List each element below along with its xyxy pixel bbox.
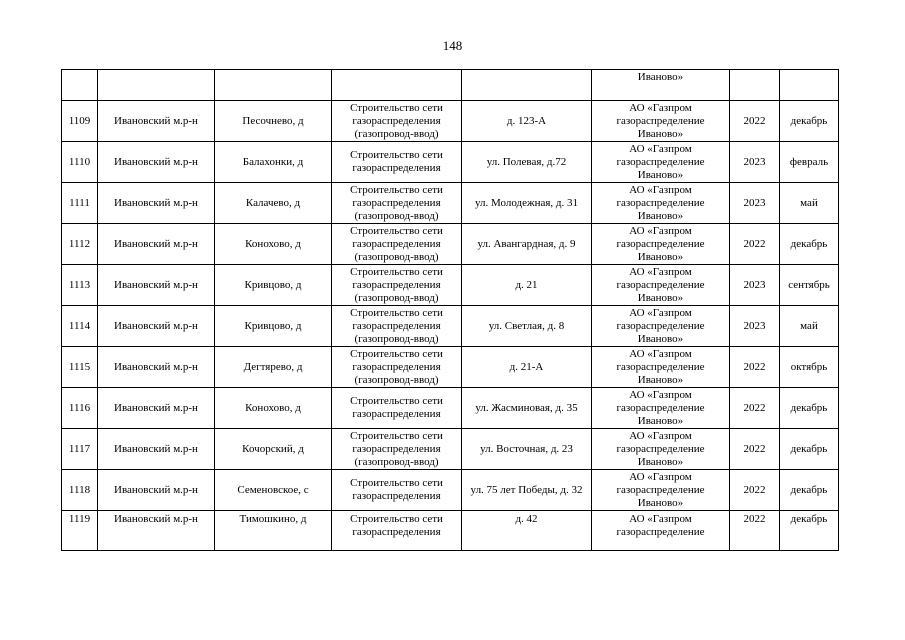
table-row — [62, 142, 839, 183]
work-type-cell: Строительство сети газораспределения — [332, 388, 462, 429]
address-cell: д. 123-А — [462, 101, 592, 142]
month-cell: сентябрь — [780, 265, 839, 306]
settlement-cell: Конохово, д — [215, 388, 332, 429]
district-cell: Ивановский м.р-н — [98, 224, 215, 265]
year-cell: 2023 — [730, 183, 780, 224]
organization-cell: Иваново» — [592, 70, 730, 101]
settlement-cell: Кривцово, д — [215, 265, 332, 306]
work-type-cell: Строительство сети газораспределения (газопровод-ввод) — [332, 101, 462, 142]
table-row — [62, 511, 839, 551]
district-cell — [98, 70, 215, 101]
gas-network-table — [61, 69, 839, 551]
settlement-cell: Конохово, д — [215, 224, 332, 265]
settlement-cell: Кривцово, д — [215, 306, 332, 347]
district-cell: Ивановский м.р-н — [98, 429, 215, 470]
organization-cell: АО «Газпром газораспределение Иваново» — [592, 388, 730, 429]
settlement-cell: Тимошкино, д — [215, 511, 332, 551]
settlement-cell: Песочнево, д — [215, 101, 332, 142]
table-row — [62, 470, 839, 511]
number-cell: 1109 — [62, 101, 98, 142]
district-cell: Ивановский м.р-н — [98, 183, 215, 224]
settlement-cell: Балахонки, д — [215, 142, 332, 183]
year-cell: 2022 — [730, 470, 780, 511]
number-cell: 1115 — [62, 347, 98, 388]
work-type-cell — [332, 70, 462, 101]
settlement-cell — [215, 70, 332, 101]
number-cell: 1118 — [62, 470, 98, 511]
address-cell: д. 21-А — [462, 347, 592, 388]
settlement-cell: Дегтярево, д — [215, 347, 332, 388]
number-cell: 1116 — [62, 388, 98, 429]
year-cell: 2022 — [730, 429, 780, 470]
work-type-cell: Строительство сети газораспределения — [332, 470, 462, 511]
settlement-cell: Кочорский, д — [215, 429, 332, 470]
number-cell: 1114 — [62, 306, 98, 347]
settlement-cell: Калачево, д — [215, 183, 332, 224]
year-cell — [730, 70, 780, 101]
district-cell: Ивановский м.р-н — [98, 511, 215, 551]
month-cell: декабрь — [780, 470, 839, 511]
table-row — [62, 224, 839, 265]
year-cell: 2022 — [730, 224, 780, 265]
address-cell: ул. Авангардная, д. 9 — [462, 224, 592, 265]
organization-cell: АО «Газпром газораспределение Иваново» — [592, 265, 730, 306]
organization-cell: АО «Газпром газораспределение Иваново» — [592, 224, 730, 265]
number-cell: 1112 — [62, 224, 98, 265]
month-cell: май — [780, 183, 839, 224]
address-cell: ул. Жасминовая, д. 35 — [462, 388, 592, 429]
number-cell: 1110 — [62, 142, 98, 183]
year-cell: 2023 — [730, 265, 780, 306]
month-cell: декабрь — [780, 101, 839, 142]
address-cell — [462, 70, 592, 101]
work-type-cell: Строительство сети газораспределения (газопровод-ввод) — [332, 265, 462, 306]
address-cell: д. 42 — [462, 511, 592, 551]
district-cell: Ивановский м.р-н — [98, 470, 215, 511]
number-cell — [62, 70, 98, 101]
address-cell: ул. 75 лет Победы, д. 32 — [462, 470, 592, 511]
district-cell: Ивановский м.р-н — [98, 347, 215, 388]
address-cell: ул. Восточная, д. 23 — [462, 429, 592, 470]
organization-cell: АО «Газпром газораспределение Иваново» — [592, 142, 730, 183]
month-cell: декабрь — [780, 511, 839, 551]
number-cell: 1111 — [62, 183, 98, 224]
page-number: 148 — [442, 38, 463, 53]
month-cell: декабрь — [780, 388, 839, 429]
table-row — [62, 306, 839, 347]
work-type-cell: Строительство сети газораспределения (газопровод-ввод) — [332, 224, 462, 265]
month-cell: декабрь — [780, 224, 839, 265]
year-cell: 2022 — [730, 388, 780, 429]
organization-cell: АО «Газпром газораспределение Иваново» — [592, 470, 730, 511]
organization-cell: АО «Газпром газораспределение Иваново» — [592, 347, 730, 388]
month-cell: октябрь — [780, 347, 839, 388]
organization-cell: АО «Газпром газораспределение Иваново» — [592, 101, 730, 142]
month-cell: май — [780, 306, 839, 347]
work-type-cell: Строительство сети газораспределения (газопровод-ввод) — [332, 306, 462, 347]
address-cell: ул. Полевая, д.72 — [462, 142, 592, 183]
district-cell: Ивановский м.р-н — [98, 101, 215, 142]
month-cell: декабрь — [780, 429, 839, 470]
organization-cell: АО «Газпром газораспределение — [592, 511, 730, 551]
table-row-continuation — [62, 70, 839, 101]
year-cell: 2022 — [730, 511, 780, 551]
table-row — [62, 265, 839, 306]
work-type-cell: Строительство сети газораспределения (газопровод-ввод) — [332, 347, 462, 388]
district-cell: Ивановский м.р-н — [98, 306, 215, 347]
work-type-cell: Строительство сети газораспределения (газопровод-ввод) — [332, 429, 462, 470]
address-cell: ул. Светлая, д. 8 — [462, 306, 592, 347]
month-cell: февраль — [780, 142, 839, 183]
district-cell: Ивановский м.р-н — [98, 265, 215, 306]
settlement-cell: Семеновское, с — [215, 470, 332, 511]
year-cell: 2023 — [730, 306, 780, 347]
table-row — [62, 101, 839, 142]
table-row — [62, 429, 839, 470]
table-row — [62, 347, 839, 388]
table-row — [62, 183, 839, 224]
address-cell: ул. Молодежная, д. 31 — [462, 183, 592, 224]
district-cell: Ивановский м.р-н — [98, 142, 215, 183]
number-cell: 1119 — [62, 511, 98, 551]
table-row — [62, 388, 839, 429]
number-cell: 1117 — [62, 429, 98, 470]
district-cell: Ивановский м.р-н — [98, 388, 215, 429]
address-cell: д. 21 — [462, 265, 592, 306]
work-type-cell: Строительство сети газораспределения — [332, 142, 462, 183]
year-cell: 2022 — [730, 101, 780, 142]
organization-cell: АО «Газпром газораспределение Иваново» — [592, 183, 730, 224]
month-cell — [780, 70, 839, 101]
work-type-cell: Строительство сети газораспределения (газопровод-ввод) — [332, 183, 462, 224]
organization-cell: АО «Газпром газораспределение Иваново» — [592, 429, 730, 470]
number-cell: 1113 — [62, 265, 98, 306]
work-type-cell: Строительство сети газораспределения — [332, 511, 462, 551]
year-cell: 2022 — [730, 347, 780, 388]
organization-cell: АО «Газпром газораспределение Иваново» — [592, 306, 730, 347]
year-cell: 2023 — [730, 142, 780, 183]
